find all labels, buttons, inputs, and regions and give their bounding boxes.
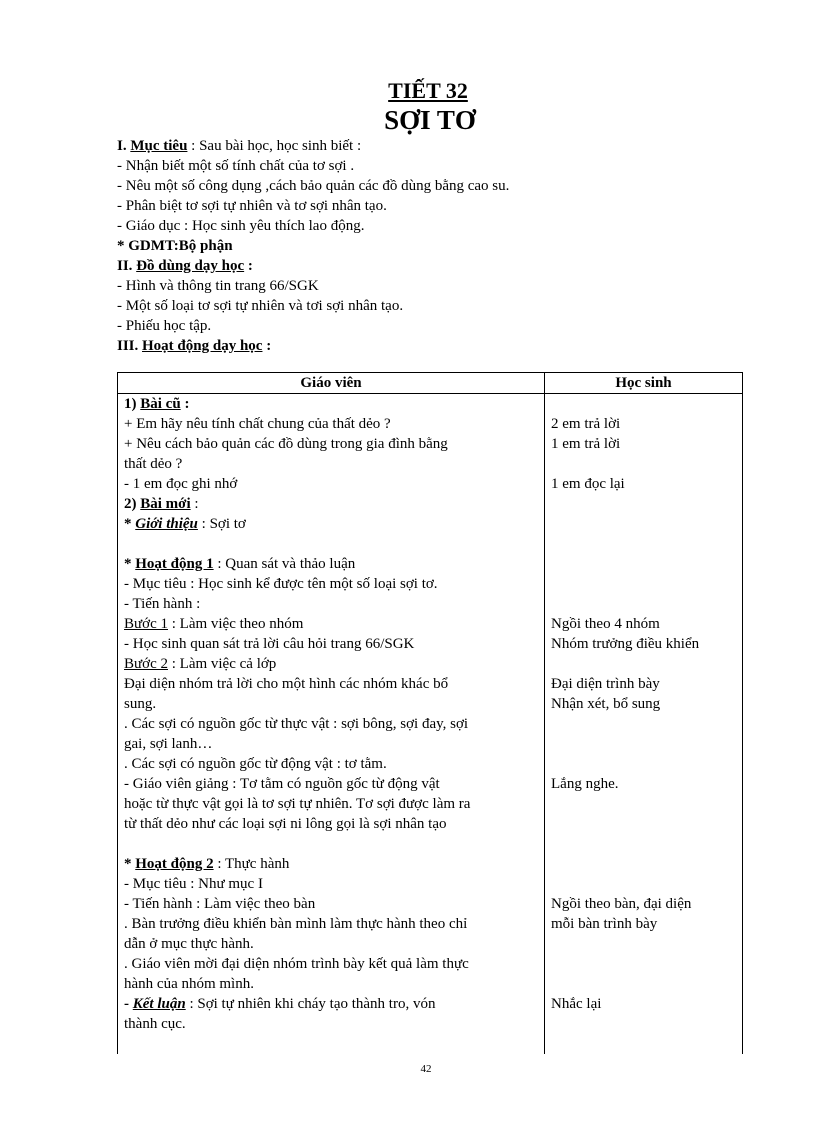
teacher-text: - 1 em đọc ghi nhớ	[124, 476, 238, 492]
teacher-text: - Mục tiêu : Học sinh kể được tên một số loại sợi tơ.	[124, 576, 438, 592]
teacher-text: hành của nhóm mình.	[124, 976, 254, 992]
teacher-line	[124, 554, 544, 574]
student-line	[551, 974, 742, 994]
teacher-text: 1)	[124, 396, 141, 412]
gdmt-note: * GDMT:Bộ phận	[117, 238, 233, 254]
teacher-line	[124, 634, 544, 654]
lesson-intro	[117, 136, 737, 356]
teacher-text: :	[190, 496, 199, 512]
teacher-line	[124, 714, 544, 734]
student-line	[551, 514, 742, 534]
student-line	[551, 594, 742, 614]
teacher-line	[124, 614, 544, 634]
teacher-text: : Sợi tự nhiên khi cháy tạo thành tro, vón	[185, 996, 436, 1012]
student-line: mỗi bàn trình bày	[551, 916, 658, 932]
lesson-number: TIẾT 32	[388, 78, 468, 103]
teacher-text: 2)	[124, 496, 141, 512]
student-line: Đại diện trình bày	[551, 676, 660, 692]
student-line	[551, 734, 742, 754]
student-line	[551, 794, 742, 814]
teacher-text: hoặc từ thực vật gọi là tơ sợi tự nhiên. Tơ sợi được làm ra	[124, 796, 471, 812]
student-line	[551, 494, 742, 514]
teacher-text: : Làm việc cả lớp	[167, 656, 277, 672]
teacher-text: :	[180, 396, 190, 412]
table-body-row	[118, 394, 743, 1055]
student-line: Nhận xét, bổ sung	[551, 696, 661, 712]
student-line	[551, 714, 742, 734]
student-line	[551, 654, 742, 674]
teacher-text: . Bàn trưởng điều khiển bàn mình làm thực hành theo chỉ	[124, 916, 468, 932]
teacher-line	[124, 534, 544, 554]
teacher-column-header: Giáo viên	[118, 373, 545, 394]
student-line	[551, 834, 742, 854]
teacher-line	[124, 414, 544, 434]
student-line: 1 em trả lời	[551, 436, 621, 452]
student-line: Ngồi theo bàn, đại diện	[551, 896, 692, 912]
teacher-line	[124, 814, 544, 834]
student-line	[551, 574, 742, 594]
objectives-number: I.	[117, 138, 131, 154]
teacher-line	[124, 674, 544, 694]
lesson-title: SỢI TƠ	[384, 105, 476, 135]
activity-table	[117, 372, 743, 1054]
teacher-line	[124, 574, 544, 594]
teacher-line	[124, 434, 544, 454]
student-line: 1 em đọc lại	[551, 476, 625, 492]
teacher-text: sung.	[124, 696, 157, 712]
student-line: 2 em trả lời	[551, 416, 621, 432]
student-column-header: Học sinh	[545, 373, 743, 394]
teacher-text: Bước 1	[124, 616, 168, 632]
teacher-text: thất dẻo ?	[124, 456, 183, 472]
student-line	[551, 554, 742, 574]
teacher-text: Bài mới	[140, 496, 191, 512]
teacher-line	[124, 854, 544, 874]
teacher-line	[124, 774, 544, 794]
teacher-text: dẫn ở mục thực hành.	[124, 936, 254, 952]
teacher-text: - Học sinh quan sát trả lời câu hỏi trang 66/SGK	[124, 636, 415, 652]
objective-line: - Nhận biết một số tính chất của tơ sợi .	[117, 158, 355, 174]
teacher-line	[124, 954, 544, 974]
teacher-text: . Các sợi có nguồn gốc từ thực vật : sợi bông, sợi đay, sợi	[124, 716, 469, 732]
teacher-text: - Giáo viên giảng : Tơ tằm có nguồn gốc từ động vật	[124, 776, 440, 792]
teacher-text: - Mục tiêu : Như mục I	[124, 876, 263, 892]
teacher-text: *	[124, 556, 136, 572]
objectives-heading	[117, 136, 737, 156]
teacher-text: : Sợi tơ	[197, 516, 246, 532]
teacher-text: . Giáo viên mời đại diện nhóm trình bày kết quả làm thực	[124, 956, 469, 972]
objectives-text: : Sau bài học, học sinh biết :	[187, 138, 362, 154]
student-line: Nhắc lại	[551, 996, 602, 1012]
teacher-line	[124, 454, 544, 474]
objective-line: - Phân biệt tơ sợi tự nhiên và tơ sợi nhân tạo.	[117, 198, 387, 214]
teacher-line	[124, 934, 544, 954]
activities-number: III.	[117, 338, 143, 354]
materials-heading	[117, 256, 737, 276]
page-number: 42	[420, 1063, 432, 1075]
teacher-line	[124, 514, 544, 534]
teacher-line	[124, 1014, 544, 1034]
student-line	[551, 394, 742, 414]
student-line	[551, 534, 742, 554]
materials-label: Đồ dùng dạy học	[136, 258, 245, 274]
teacher-line	[124, 394, 544, 414]
teacher-line	[124, 894, 544, 914]
teacher-line	[124, 734, 544, 754]
student-line	[551, 1014, 742, 1034]
teacher-text: Hoạt động 2	[135, 856, 214, 872]
material-line: - Hình và thông tin trang 66/SGK	[117, 278, 319, 294]
material-line: - Một số loại tơ sợi tự nhiên và tơi sợi nhân tạo.	[117, 298, 404, 314]
teacher-line	[124, 694, 544, 714]
student-line	[551, 954, 742, 974]
student-line: Nhóm trưởng điều khiển	[551, 636, 700, 652]
student-line: Ngồi theo 4 nhóm	[551, 616, 660, 632]
teacher-text: . Các sợi có nguồn gốc từ động vật : tơ tằm.	[124, 756, 387, 772]
teacher-line	[124, 834, 544, 854]
teacher-text: thành cục.	[124, 1016, 186, 1032]
material-line: - Phiếu học tập.	[117, 318, 212, 334]
objective-line: - Giáo dục : Học sinh yêu thích lao động.	[117, 218, 365, 234]
teacher-text: : Làm việc theo nhóm	[167, 616, 304, 632]
activities-heading	[117, 336, 737, 356]
teacher-line	[124, 594, 544, 614]
objective-line: - Nêu một số công dụng ,cách bảo quản các đồ dùng bằng cao su.	[117, 178, 510, 194]
student-line	[551, 854, 742, 874]
teacher-line	[124, 794, 544, 814]
teacher-line	[124, 974, 544, 994]
teacher-text: Giới thiệu	[135, 516, 198, 532]
teacher-column	[118, 394, 545, 1055]
student-line	[551, 814, 742, 834]
teacher-text: *	[124, 516, 136, 532]
objectives-label: Mục tiêu	[130, 138, 188, 154]
teacher-text: + Em hãy nêu tính chất chung của thất dẻo ?	[124, 416, 391, 432]
student-line	[551, 874, 742, 894]
teacher-line	[124, 754, 544, 774]
teacher-text: Kết luận	[132, 996, 186, 1012]
teacher-text: từ thất dẻo như các loại sợi ni lông gọi là sợi nhân tạo	[124, 816, 447, 832]
teacher-text: - Tiến hành : Làm việc theo bàn	[124, 896, 316, 912]
student-column	[545, 394, 743, 1055]
student-line	[551, 754, 742, 774]
teacher-text: - Tiến hành :	[124, 596, 201, 612]
teacher-text: gai, sợi lanh…	[124, 736, 213, 752]
teacher-text: Bước 2	[124, 656, 168, 672]
table-header-row	[118, 373, 743, 394]
teacher-text: : Quan sát và thảo luận	[213, 556, 356, 572]
teacher-line	[124, 654, 544, 674]
teacher-line	[124, 474, 544, 494]
student-line	[551, 454, 742, 474]
teacher-text: -	[124, 996, 133, 1012]
teacher-text: *	[124, 856, 136, 872]
teacher-text: Hoạt động 1	[135, 556, 214, 572]
activities-text: :	[262, 338, 272, 354]
student-line: Lắng nghe.	[551, 776, 619, 792]
teacher-line	[124, 874, 544, 894]
student-line	[551, 934, 742, 954]
activities-label: Hoạt động dạy học	[142, 338, 263, 354]
teacher-line	[124, 494, 544, 514]
materials-text: :	[244, 258, 253, 274]
teacher-text: + Nêu cách bảo quản các đồ dùng trong gia đình bằng	[124, 436, 448, 452]
materials-number: II.	[117, 258, 137, 274]
teacher-line	[124, 994, 544, 1014]
teacher-line	[124, 914, 544, 934]
teacher-text: Đại diện nhóm trả lời cho một hình các nhóm khác bổ	[124, 676, 449, 692]
teacher-text: : Thực hành	[213, 856, 290, 872]
teacher-text: Bài cũ	[140, 396, 181, 412]
